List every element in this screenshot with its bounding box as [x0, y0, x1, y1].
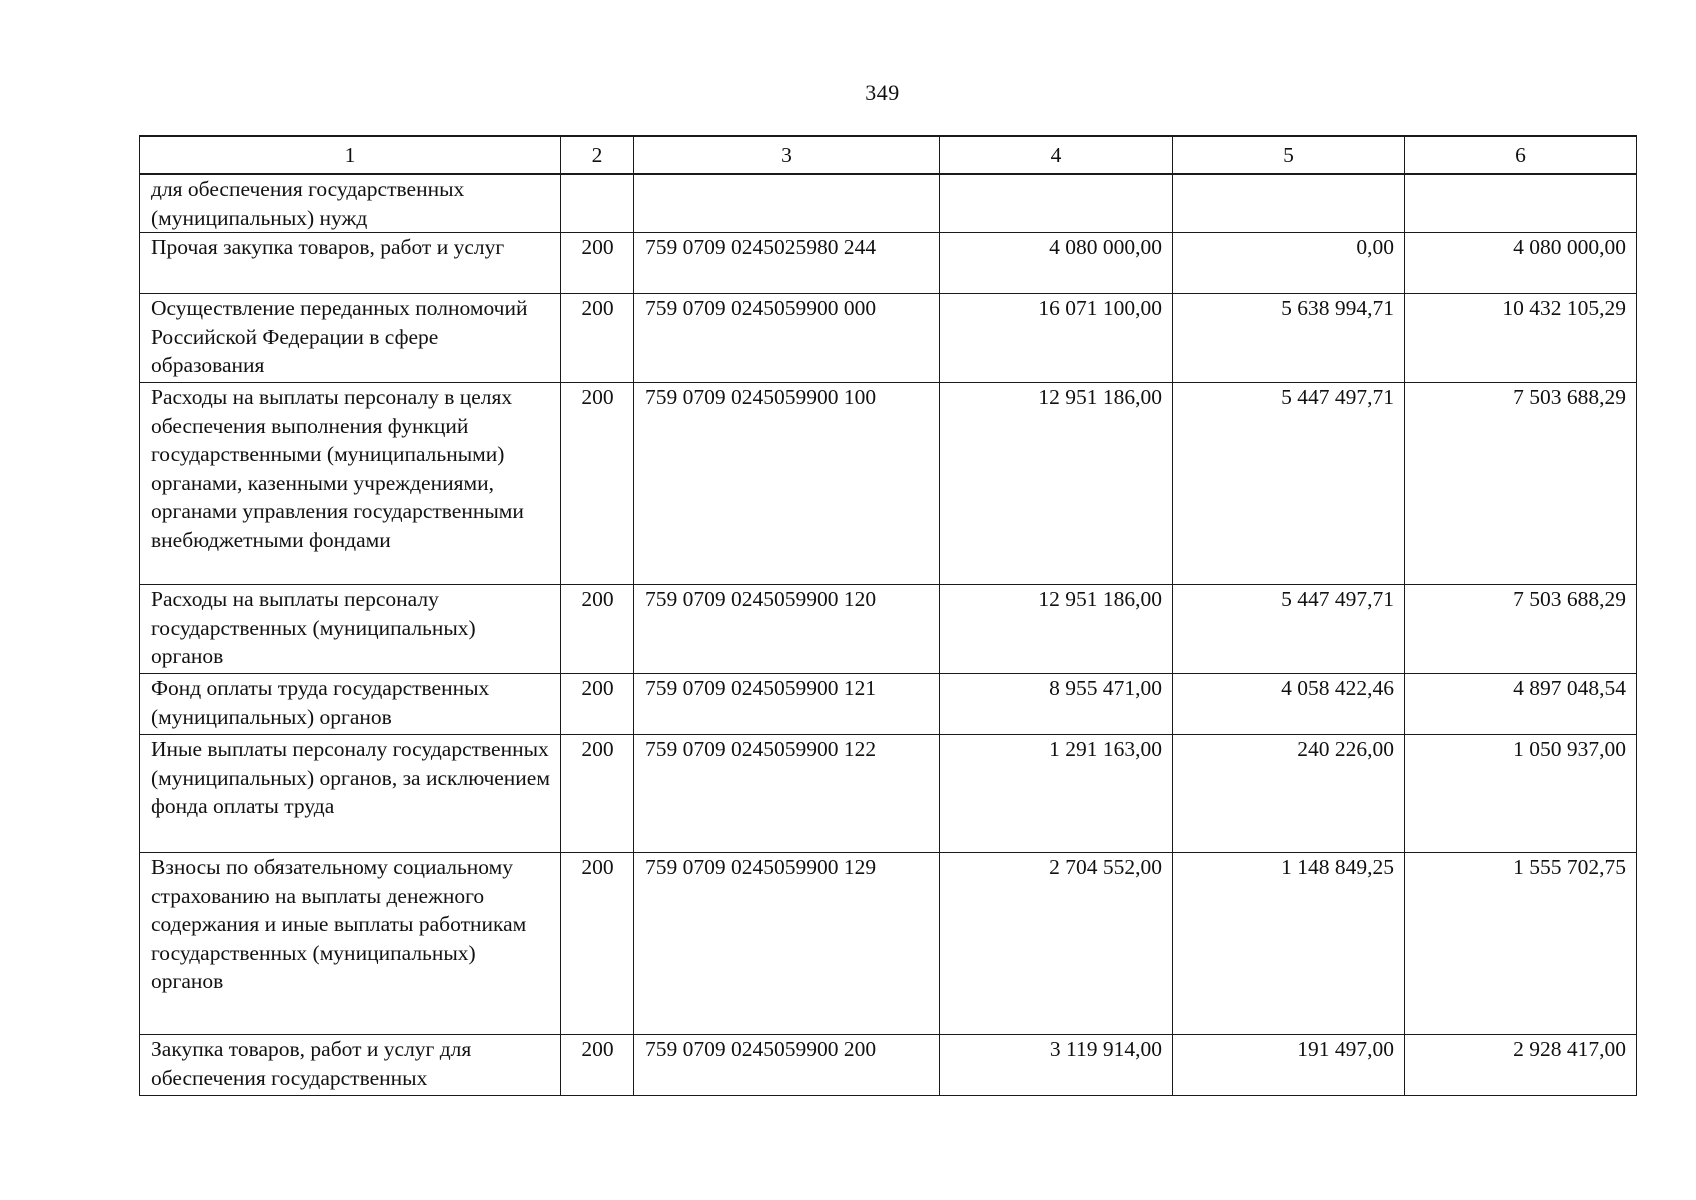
- table-row: [140, 853, 1637, 1035]
- row-classification-cell: 759 0709 0245059900 122: [634, 735, 940, 853]
- table-row: [140, 1035, 1637, 1096]
- row-classification-cell: 759 0709 0245059900 129: [634, 853, 940, 1035]
- row-executed-cell: 191 497,00: [1173, 1035, 1405, 1096]
- row-approved-cell: 16 071 100,00: [940, 294, 1173, 383]
- row-name-cell: Расходы на выплаты персоналу государственных (муниципальных) органов: [140, 585, 561, 674]
- table-header: [140, 136, 1637, 174]
- row-approved-cell: 12 951 186,00: [940, 585, 1173, 674]
- row-classification-cell: [634, 174, 940, 233]
- row-name-cell: для обеспечения государственных (муниципальных) нужд: [140, 174, 561, 233]
- row-code-cell: 200: [561, 294, 634, 383]
- row-remaining-cell: 10 432 105,29: [1405, 294, 1637, 383]
- row-code-cell: 200: [561, 233, 634, 294]
- row-executed-cell: 1 148 849,25: [1173, 853, 1405, 1035]
- row-executed-cell: 0,00: [1173, 233, 1405, 294]
- row-name-cell: Расходы на выплаты персоналу в целях обеспечения выполнения функций государственными (муниципальными) органами, казенными учреждениями, органами управления государственными внебюджетными фондами: [140, 383, 561, 585]
- table-row: [140, 674, 1637, 735]
- row-approved-cell: 3 119 914,00: [940, 1035, 1173, 1096]
- row-remaining-cell: 4 897 048,54: [1405, 674, 1637, 735]
- row-executed-cell: 5 638 994,71: [1173, 294, 1405, 383]
- table-body: [140, 174, 1637, 1096]
- row-name-cell: Прочая закупка товаров, работ и услуг: [140, 233, 561, 294]
- row-name-cell: Фонд оплаты труда государственных (муниципальных) органов: [140, 674, 561, 735]
- row-code-cell: 200: [561, 853, 634, 1035]
- budget-execution-table: [139, 135, 1637, 1096]
- table-row: [140, 174, 1637, 233]
- table-row: [140, 735, 1637, 853]
- row-name-cell: Закупка товаров, работ и услуг для обеспечения государственных: [140, 1035, 561, 1096]
- column-header-5: 5: [1173, 136, 1405, 174]
- column-header-1: 1: [140, 136, 561, 174]
- row-name-cell: Осуществление переданных полномочий Российской Федерации в сфере образования: [140, 294, 561, 383]
- row-remaining-cell: 1 050 937,00: [1405, 735, 1637, 853]
- row-remaining-cell: 2 928 417,00: [1405, 1035, 1637, 1096]
- row-approved-cell: [940, 174, 1173, 233]
- row-classification-cell: 759 0709 0245025980 244: [634, 233, 940, 294]
- row-remaining-cell: 7 503 688,29: [1405, 585, 1637, 674]
- row-code-cell: 200: [561, 383, 634, 585]
- row-code-cell: 200: [561, 1035, 634, 1096]
- row-code-cell: [561, 174, 634, 233]
- row-approved-cell: 4 080 000,00: [940, 233, 1173, 294]
- row-executed-cell: [1173, 174, 1405, 233]
- table-row: [140, 383, 1637, 585]
- row-approved-cell: 1 291 163,00: [940, 735, 1173, 853]
- column-header-6: 6: [1405, 136, 1637, 174]
- row-name-cell: Иные выплаты персоналу государственных (муниципальных) органов, за исключением фонда оплаты труда: [140, 735, 561, 853]
- row-remaining-cell: [1405, 174, 1637, 233]
- row-remaining-cell: 7 503 688,29: [1405, 383, 1637, 585]
- row-classification-cell: 759 0709 0245059900 100: [634, 383, 940, 585]
- row-code-cell: 200: [561, 674, 634, 735]
- row-classification-cell: 759 0709 0245059900 000: [634, 294, 940, 383]
- row-remaining-cell: 1 555 702,75: [1405, 853, 1637, 1035]
- page-number: 349: [865, 80, 900, 105]
- row-approved-cell: 2 704 552,00: [940, 853, 1173, 1035]
- row-name-cell: Взносы по обязательному социальному страхованию на выплаты денежного содержания и иные выплаты работникам государственных (муниципальных) органов: [140, 853, 561, 1035]
- row-approved-cell: 12 951 186,00: [940, 383, 1173, 585]
- column-header-4: 4: [940, 136, 1173, 174]
- header-row: [140, 136, 1637, 174]
- row-code-cell: 200: [561, 735, 634, 853]
- row-classification-cell: 759 0709 0245059900 121: [634, 674, 940, 735]
- row-executed-cell: 5 447 497,71: [1173, 383, 1405, 585]
- row-code-cell: 200: [561, 585, 634, 674]
- row-classification-cell: 759 0709 0245059900 120: [634, 585, 940, 674]
- column-header-3: 3: [634, 136, 940, 174]
- table-row: [140, 294, 1637, 383]
- table-row: [140, 233, 1637, 294]
- row-executed-cell: 4 058 422,46: [1173, 674, 1405, 735]
- row-executed-cell: 5 447 497,71: [1173, 585, 1405, 674]
- row-classification-cell: 759 0709 0245059900 200: [634, 1035, 940, 1096]
- table-row: [140, 585, 1637, 674]
- row-remaining-cell: 4 080 000,00: [1405, 233, 1637, 294]
- column-header-2: 2: [561, 136, 634, 174]
- row-approved-cell: 8 955 471,00: [940, 674, 1173, 735]
- row-executed-cell: 240 226,00: [1173, 735, 1405, 853]
